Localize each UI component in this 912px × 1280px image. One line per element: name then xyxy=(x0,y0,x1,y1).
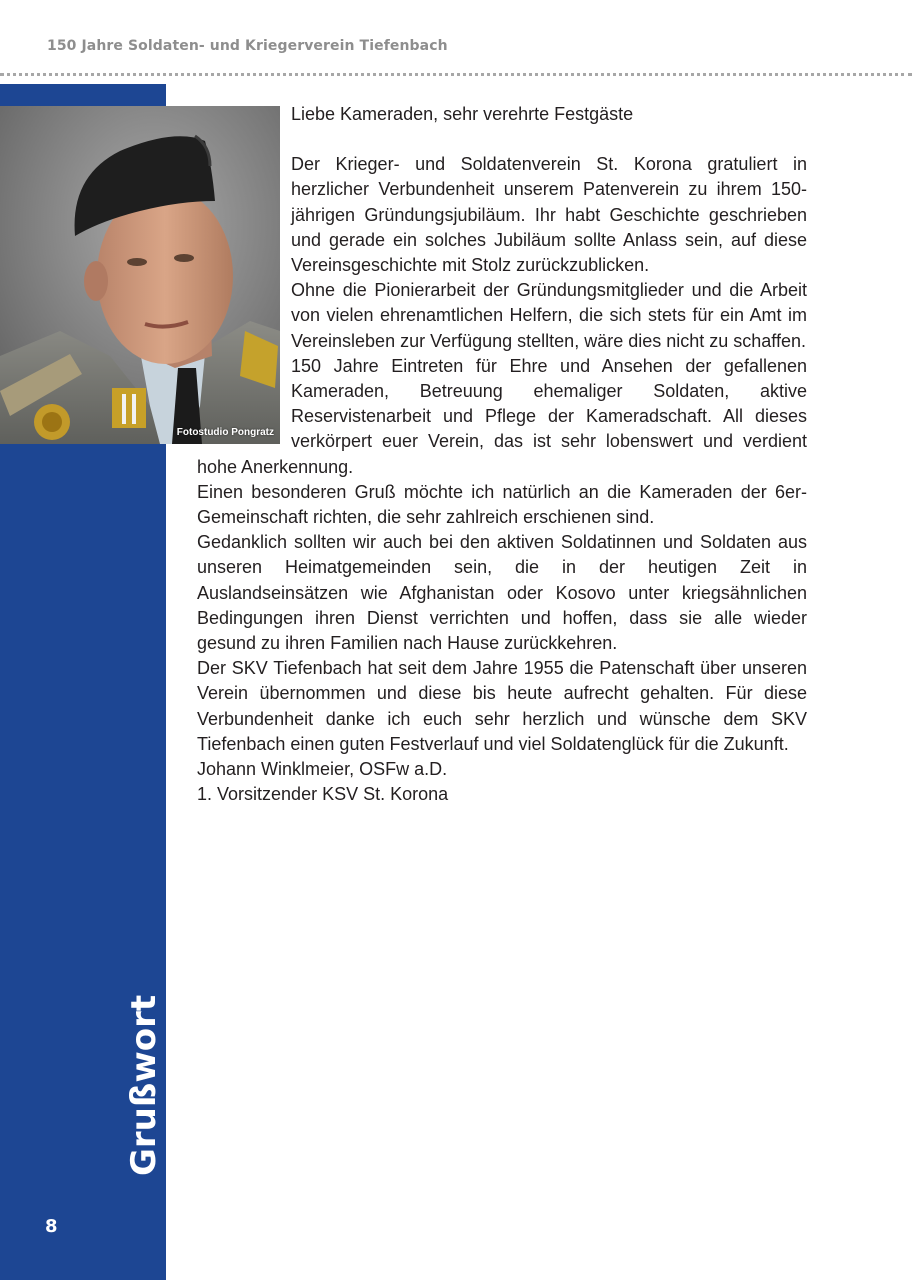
running-header: 150 Jahre Soldaten- und Kriegerverein Tiefenbach xyxy=(47,38,448,54)
letter-paragraph: Ohne die Pionierarbeit der Gründungsmitglieder und die Arbeit von vielen ehrenamtlichen Helfern, die sich stets für ein Amt im Vereinsleben zur Verfügung stellten, wäre dies nicht zu schaffen. xyxy=(291,280,807,351)
header-divider xyxy=(0,73,912,76)
photo-credit: Fotostudio Pongratz xyxy=(176,427,274,438)
signature xyxy=(197,757,807,807)
signature-role: 1. Vorsitzender KSV St. Korona xyxy=(197,784,449,805)
letter-paragraph: Einen besonderen Gruß möchte ich natürlich an die Kameraden der 6er-Gemeinschaft richten, die sehr zahlreich erschienen sind. xyxy=(197,481,807,528)
letter-body xyxy=(197,102,807,807)
section-title-line-2: des Patenvereins St. Korona xyxy=(180,631,220,1176)
letter-paragraph: Gedanklich sollten wir auch bei den aktiven Soldatinnen und Soldaten aus unseren Heimatgemeinden sein, die in der heutigen Zeit in Auslandseinsätzen wie Afghanistan oder Kosovo unter kriegsähnlichen Bedingungen ihren Dienst verrichten und hoffen, dass sie alle wieder gesund zu ihren Familien nach Hause zurückkehren. xyxy=(197,532,807,654)
section-title-line-1: Grußwort xyxy=(124,994,164,1176)
signature-name: Johann Winklmeier, OSFw a.D. xyxy=(197,759,448,780)
page-number: 8 xyxy=(45,1216,58,1237)
portrait-text-wrap xyxy=(197,102,291,448)
letter-paragraph: Der SKV Tiefenbach hat seit dem Jahre 1955 die Patenschaft über unseren Verein übernommen und diese bis heute aufrecht gehalten. Für diese Verbundenheit danke ich euch sehr herzlich und wünsche dem SKV Tiefenbach einen guten Festverlauf und viel Soldatenglück für die Zukunft. xyxy=(197,658,807,754)
letter-greeting: Liebe Kameraden, sehr verehrte Festgäste xyxy=(291,104,634,124)
letter-paragraph: 150 Jahre Eintreten für Ehre und Ansehen der gefallenen Kameraden, Betreuung ehemaliger Soldaten, aktive Reservistenarbeit und Pflege der Kameradschaft. All dieses verkörpert euer Verein, das ist sehr lobenswert und verdient hohe Anerkennung. xyxy=(197,355,807,477)
letter-paragraph: Der Krieger- und Soldatenverein St. Korona gratuliert in herzlicher Verbundenheit unserem Patenverein zu ihrem 150-jährigen Gründungsjubiläum. Ihr habt Geschichte geschrieben und gerade ein solches Jubiläum sollte Anlass sein, auf diese Vereinsgeschichte mit Stolz zurückzublicken. xyxy=(291,154,807,276)
